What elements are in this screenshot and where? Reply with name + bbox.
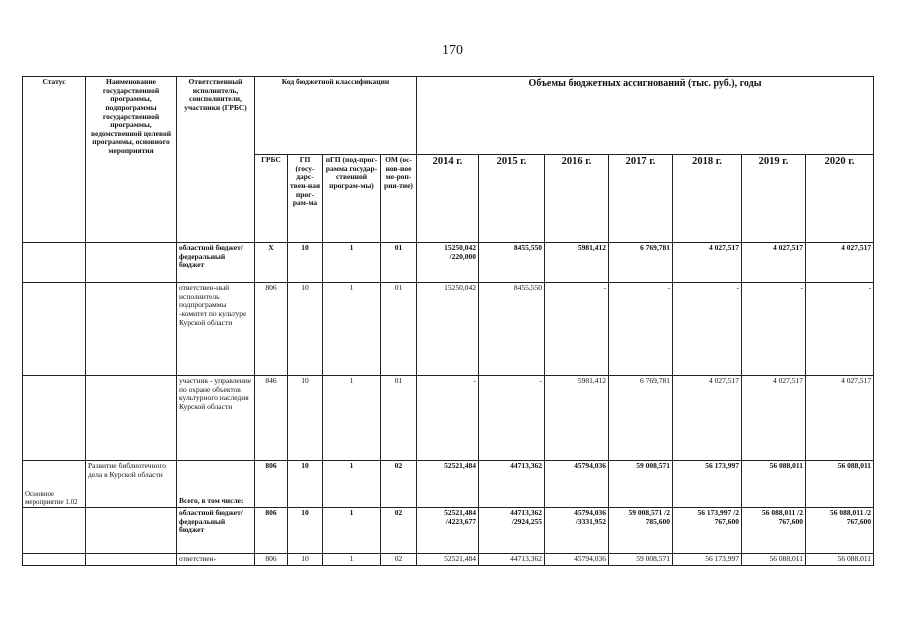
value-cell: - <box>545 283 609 376</box>
om-cell: 01 <box>381 283 417 376</box>
value-cell: 56 088,011 /2 767,600 <box>742 508 806 554</box>
name-cell <box>86 508 177 554</box>
value-cell: 15250,042 /220,000 <box>417 243 479 283</box>
table-row <box>23 376 874 461</box>
status-cell: Основное мероприятие 1.02 <box>23 461 86 508</box>
executor-cell: ответствен-ный исполнитель подпрограммы -комитет по культуре Курской области <box>177 283 255 376</box>
header-year: 2020 г. <box>806 155 874 243</box>
table-row <box>23 283 874 376</box>
name-cell <box>86 283 177 376</box>
gp-cell: 10 <box>288 283 323 376</box>
value-cell: 8455,550 <box>479 243 545 283</box>
value-cell: 6 769,781 <box>609 376 673 461</box>
value-cell: 52521,484 <box>417 461 479 508</box>
om-cell: 02 <box>381 554 417 566</box>
value-cell: 5981,412 <box>545 243 609 283</box>
status-cell <box>23 508 86 554</box>
executor-cell: участник - управление по охране объектов культурного наследия Курской области <box>177 376 255 461</box>
pgp-cell: 1 <box>323 461 381 508</box>
value-cell: 45794,036 /3331,952 <box>545 508 609 554</box>
grbs-cell: 806 <box>255 554 288 566</box>
value-cell: - <box>806 283 874 376</box>
header-grbs: ГРБС <box>255 155 288 243</box>
pgp-cell: 1 <box>323 376 381 461</box>
header-volumes: Объемы бюджетных ассигнований (тыс. руб.), годы <box>417 77 874 155</box>
value-cell: 4 027,517 <box>806 376 874 461</box>
header-year: 2018 г. <box>673 155 742 243</box>
table-row <box>23 554 874 566</box>
name-cell <box>86 243 177 283</box>
value-cell: - <box>609 283 673 376</box>
value-cell: 44713,362 /2924,255 <box>479 508 545 554</box>
header-year: 2017 г. <box>609 155 673 243</box>
executor-cell: областной бюджет/ федеральный бюджет <box>177 243 255 283</box>
value-cell: 56 173,997 /2 767,600 <box>673 508 742 554</box>
value-cell: 56 173,997 <box>673 554 742 566</box>
gp-cell: 10 <box>288 376 323 461</box>
name-cell <box>86 554 177 566</box>
pgp-cell: 1 <box>323 243 381 283</box>
value-cell: 4 027,517 <box>673 376 742 461</box>
om-cell: 02 <box>381 461 417 508</box>
table-row <box>23 243 874 283</box>
header-year: 2015 г. <box>479 155 545 243</box>
header-gp: ГП (госу-дарс-твен-ная прог-рам-ма <box>288 155 323 243</box>
value-cell: 56 088,011 /2 767,600 <box>806 508 874 554</box>
table-row <box>23 461 874 508</box>
value-cell: 56 088,011 <box>806 461 874 508</box>
value-cell: 8455,550 <box>479 283 545 376</box>
pgp-cell: 1 <box>323 508 381 554</box>
value-cell: 56 088,011 <box>742 554 806 566</box>
value-cell: - <box>673 283 742 376</box>
value-cell: 45794,036 <box>545 461 609 508</box>
status-cell <box>23 554 86 566</box>
value-cell: 59 008,571 <box>609 554 673 566</box>
name-cell: Развитие библиотечного дела в Курской области <box>86 461 177 508</box>
header-year: 2016 г. <box>545 155 609 243</box>
value-cell: - <box>417 376 479 461</box>
grbs-cell: 806 <box>255 283 288 376</box>
header-row-top <box>23 77 874 155</box>
value-cell: 5981,412 <box>545 376 609 461</box>
budget-allocation-table <box>22 76 874 566</box>
om-cell: 02 <box>381 508 417 554</box>
gp-cell: 10 <box>288 243 323 283</box>
om-cell: 01 <box>381 243 417 283</box>
grbs-cell: 806 <box>255 508 288 554</box>
header-status: Статус <box>23 77 86 243</box>
status-cell <box>23 283 86 376</box>
value-cell: - <box>742 283 806 376</box>
header-om: ОМ (ос-нов-ное ме-роп-рия-тие) <box>381 155 417 243</box>
value-cell: 4 027,517 <box>742 243 806 283</box>
header-pgp: пГП (под-прог-рамма государ-ственной програм-мы) <box>323 155 381 243</box>
grbs-cell: Х <box>255 243 288 283</box>
value-cell: 44713,362 <box>479 461 545 508</box>
header-name: Наименование государственной программы, подпрограммы государственной программы, ведомственной целевой программы, основного мероприятия <box>86 77 177 243</box>
value-cell: 6 769,781 <box>609 243 673 283</box>
value-cell: 44713,362 <box>479 554 545 566</box>
om-cell: 01 <box>381 376 417 461</box>
grbs-cell: 806 <box>255 461 288 508</box>
grbs-cell: 846 <box>255 376 288 461</box>
value-cell: 45794,036 <box>545 554 609 566</box>
value-cell: 4 027,517 <box>806 243 874 283</box>
value-cell: 56 088,011 <box>806 554 874 566</box>
value-cell: 4 027,517 <box>673 243 742 283</box>
name-cell <box>86 376 177 461</box>
executor-cell: ответствен- <box>177 554 255 566</box>
header-budget-code: Код бюджетной классификации <box>255 77 417 155</box>
value-cell: - <box>479 376 545 461</box>
value-cell: 15250,042 <box>417 283 479 376</box>
page-number: 170 <box>442 43 463 58</box>
gp-cell: 10 <box>288 508 323 554</box>
pgp-cell: 1 <box>323 554 381 566</box>
header-year: 2014 г. <box>417 155 479 243</box>
table-row <box>23 508 874 554</box>
status-cell <box>23 376 86 461</box>
value-cell: 59 008,571 /2 785,600 <box>609 508 673 554</box>
value-cell: 52521,484 /4223,677 <box>417 508 479 554</box>
pgp-cell: 1 <box>323 283 381 376</box>
value-cell: 4 027,517 <box>742 376 806 461</box>
gp-cell: 10 <box>288 554 323 566</box>
gp-cell: 10 <box>288 461 323 508</box>
header-executor: Ответственный исполнитель, соисполнители, участники (ГРБС) <box>177 77 255 243</box>
value-cell: 52521,484 <box>417 554 479 566</box>
value-cell: 56 173,997 <box>673 461 742 508</box>
status-cell <box>23 243 86 283</box>
value-cell: 56 088,011 <box>742 461 806 508</box>
executor-cell: Всего, в том числе: <box>177 461 255 508</box>
executor-cell: областной бюджет/ федеральный бюджет <box>177 508 255 554</box>
value-cell: 59 008,571 <box>609 461 673 508</box>
header-year: 2019 г. <box>742 155 806 243</box>
